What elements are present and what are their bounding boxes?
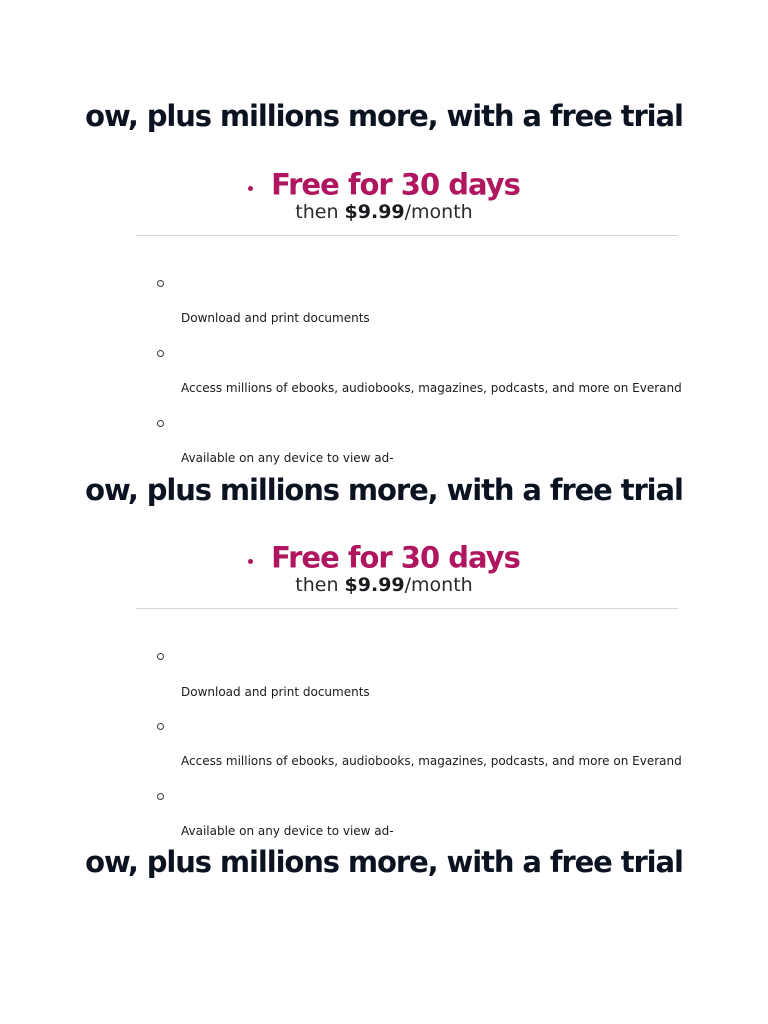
price-amount: $9.99: [344, 574, 405, 596]
feature-item: Available on any device to view ad-: [181, 824, 394, 838]
bullet-dot-icon: [248, 186, 253, 191]
price-amount: $9.99: [344, 201, 405, 223]
feature-item: Download and print documents: [181, 685, 370, 699]
feature-item: Access millions of ebooks, audiobooks, magazines, podcasts, and more on Everand: [181, 754, 682, 768]
price-line: [0, 573, 768, 597]
list-bullet-icon: [157, 653, 164, 660]
list-bullet-icon: [157, 280, 164, 287]
list-bullet-icon: [157, 793, 164, 800]
then-prefix: then: [295, 201, 345, 223]
price-period: /month: [404, 201, 473, 223]
price-period: /month: [404, 574, 473, 596]
price-line: [0, 200, 768, 224]
headline: ow, plus millions more, with a free trial: [85, 845, 683, 879]
bullet-dot-icon: [248, 559, 253, 564]
headline: ow, plus millions more, with a free trial: [85, 99, 683, 133]
feature-item: Available on any device to view ad-: [181, 451, 394, 465]
divider: [136, 608, 678, 609]
free-trial-label: Free for 30 days: [271, 540, 520, 575]
then-prefix: then: [295, 574, 345, 596]
free-trial-row: [0, 539, 768, 576]
list-bullet-icon: [157, 723, 164, 730]
free-trial-label: Free for 30 days: [271, 167, 520, 202]
list-bullet-icon: [157, 350, 164, 357]
feature-item: Access millions of ebooks, audiobooks, magazines, podcasts, and more on Everand: [181, 381, 682, 395]
list-bullet-icon: [157, 420, 164, 427]
free-trial-row: [0, 166, 768, 203]
feature-item: Download and print documents: [181, 311, 370, 325]
headline: ow, plus millions more, with a free trial: [85, 473, 683, 507]
divider: [136, 235, 678, 236]
